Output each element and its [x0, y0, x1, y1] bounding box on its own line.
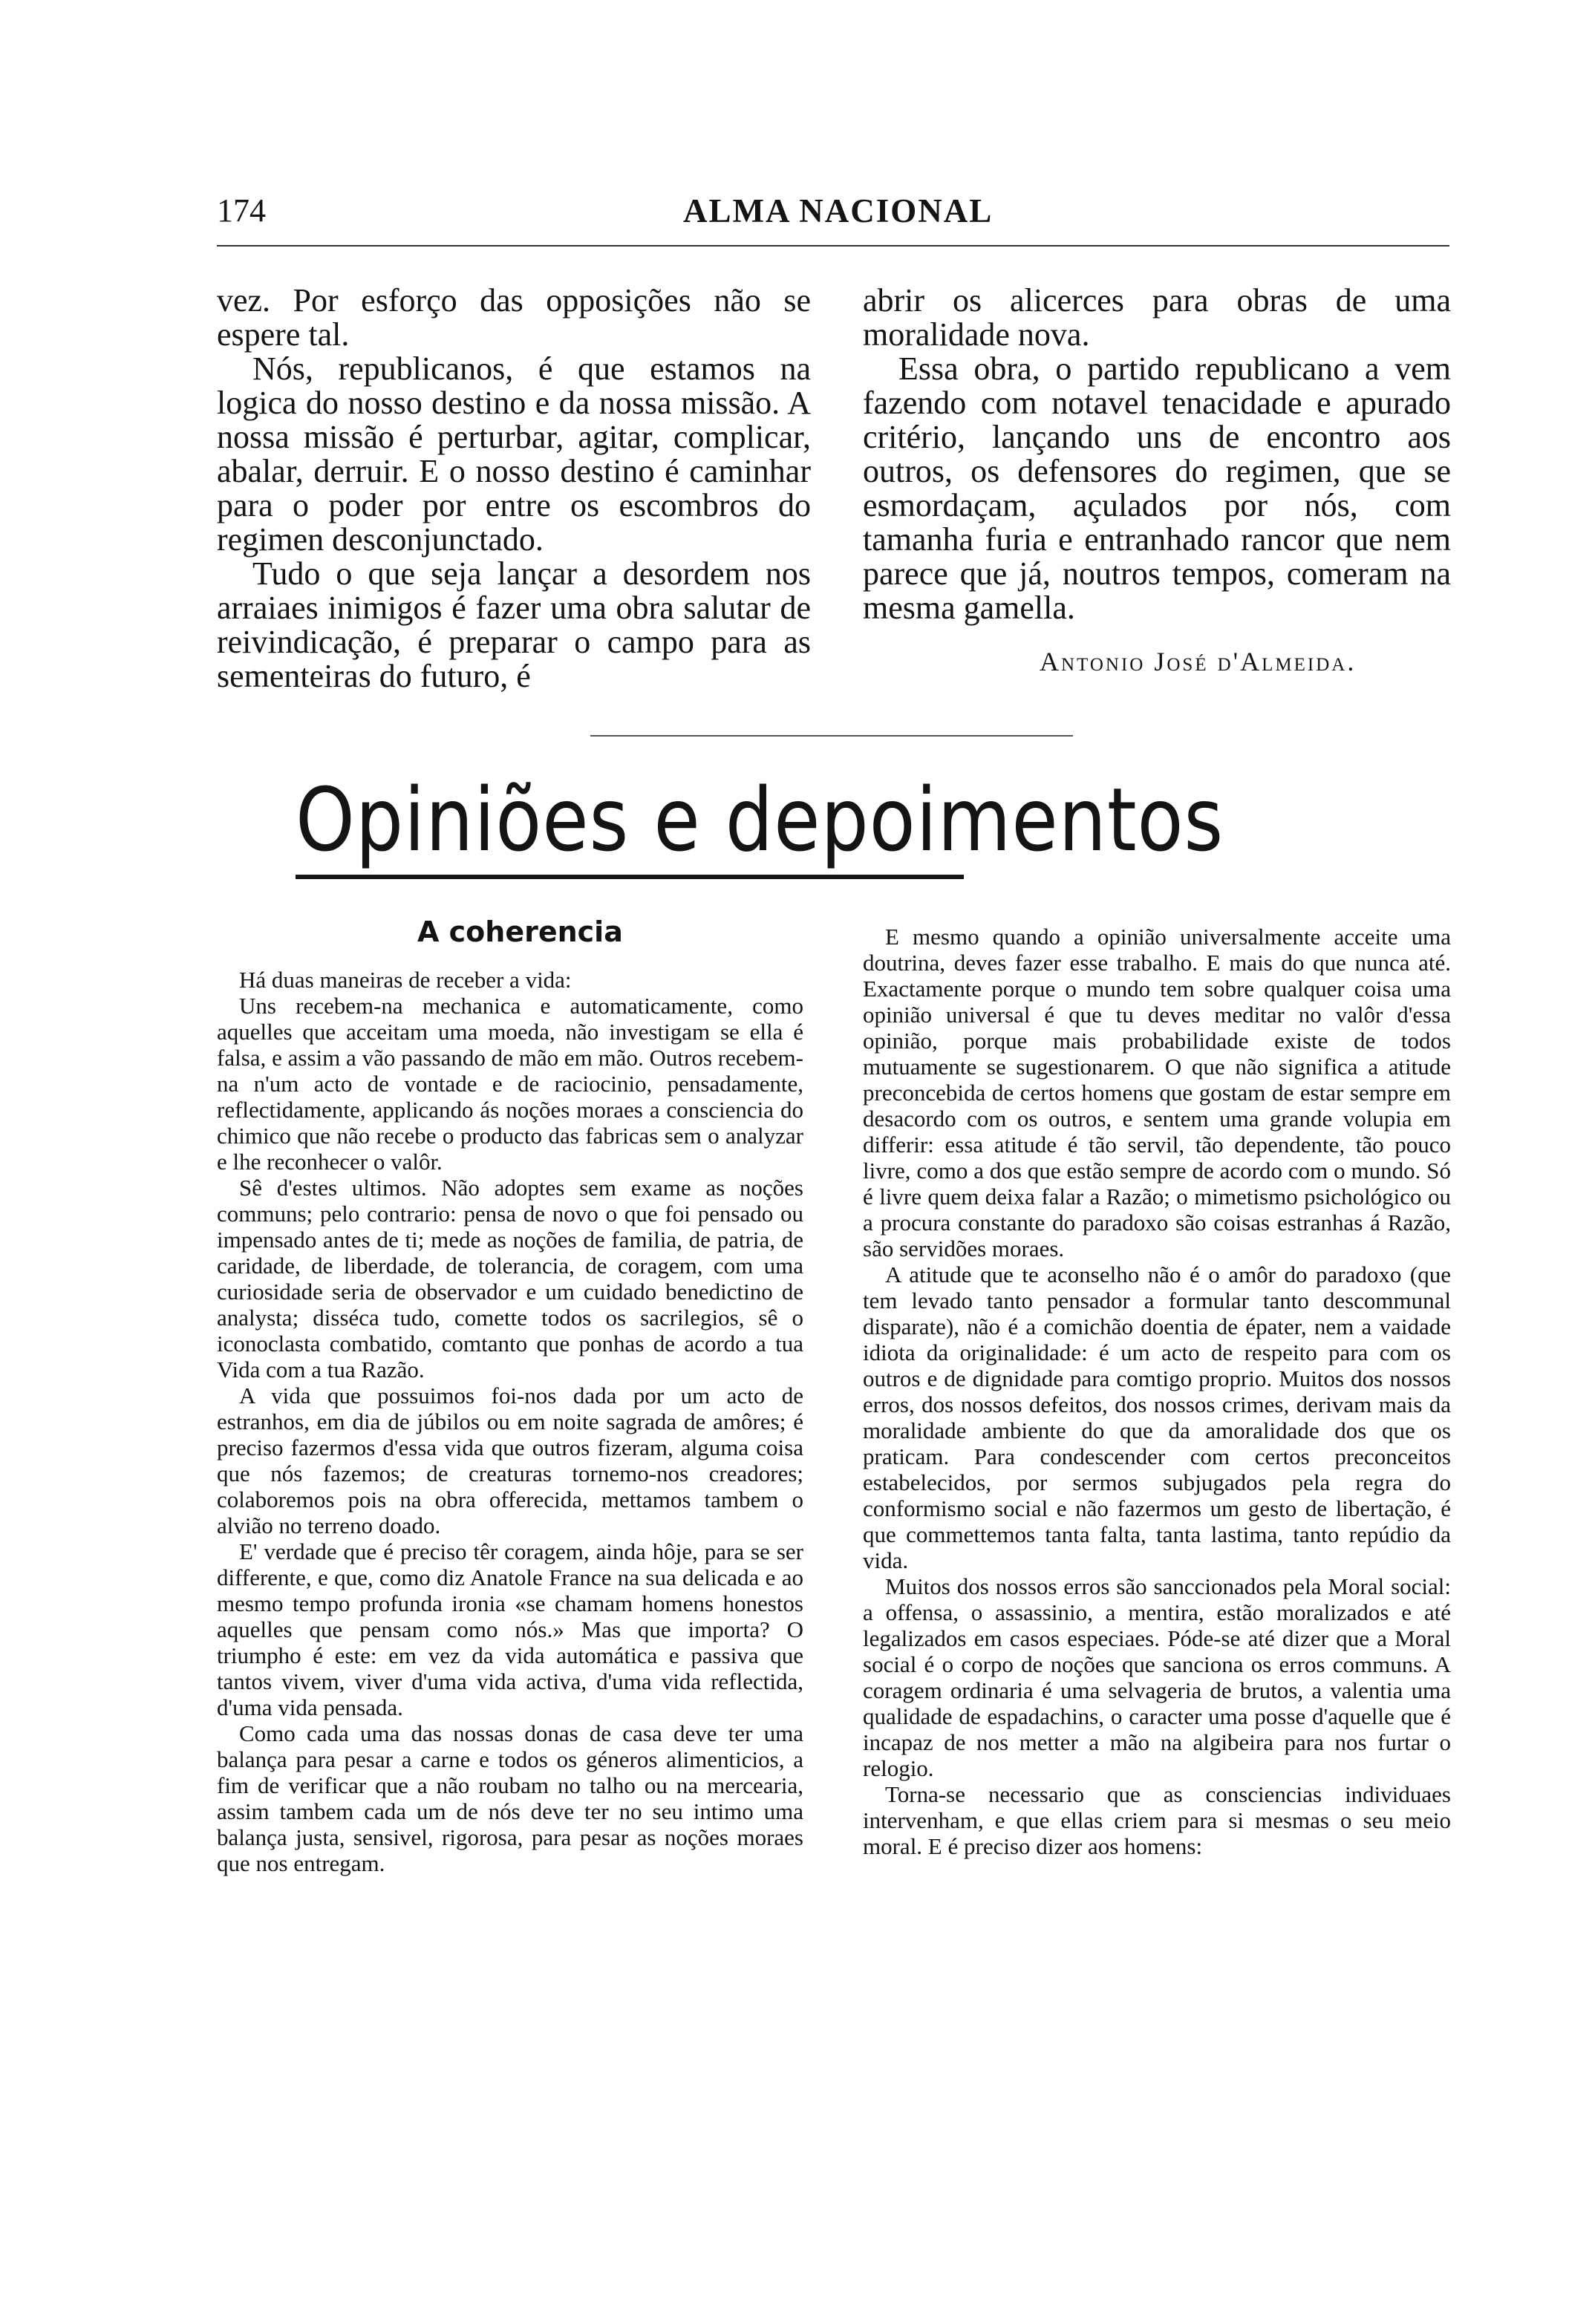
article-left-paragraph-1: Há duas maneiras de receber a vida:: [239, 967, 572, 993]
article-left-paragraph-3: Sê d'estes ultimos. Não adoptes sem exame as noções communs; pelo contrario: pensa de novo o que foi pensado ou impensado antes de ti; mede as noções de familia, de patria, de caridade, de liberdade, de tolerancia, de coragem, com uma curiosidade seria de observador e um cuidado benedictino de analysta; disséca tudo, comette todos os sacrilegios, sê o iconoclasta combatido, comtanto que ponhas de acordo a tua Vida com a tua Razão.: [217, 1175, 803, 1383]
article-left-paragraph-5: E' verdade que é preciso têr coragem, ainda hôje, para se ser differente, e que, como diz Anatole France na sua delicada e ao mesmo tempo profunda ironia «se chamam homens honestos aquelles que pensam como nós.» Mas que importa? O triumpho é este: em vez da vida automática e passiva que tantos vivem, viver d'uma vida activa, d'uma vida reflectida, d'uma vida pensada.: [217, 1538, 803, 1720]
article-left-paragraph-2: Uns recebem-na mechanica e automaticamente, como aquelles que acceitam uma moeda, não investigam se ella é falsa, e assim a vão passando de mão em mão. Outros recebem-na n'um acto de vontade e de raciocinio, pensadamente, reflectidamente, applicando ás noções moraes a consciencia do chimico que não recebe o producto das fabricas sem o analyzar e lhe reconhecer o valôr.: [217, 993, 803, 1175]
top-right-paragraph-1: abrir os alicerces para obras de uma moralidade nova.: [863, 282, 1451, 353]
section-title: Opiniões e depoimentos: [296, 768, 1224, 871]
top-left-paragraph-2: Nós, republicanos, é que estamos na logica do nosso destino e da nossa missão. A nossa missão é perturbar, agitar, complicar, abalar, derruir. E o nosso destino é caminhar para o poder por entre os escombros do regimen desconjunctado.: [217, 350, 811, 558]
top-right-paragraph-2: Essa obra, o partido republicano a vem fazendo com notavel tenacidade e apurado critério, lançando uns de encontro aos outros, os defensores do regimen, que se esmordaçam, açulados por nós, com tamanha furia e entranhado rancor que nem parece que já, noutros tempos, comeram na mesma gamella.: [863, 350, 1451, 626]
article-title: A coherencia: [417, 915, 623, 948]
top-left-paragraph-3: Tudo o que seja lançar a desordem nos arraiaes inimigos é fazer uma obra salutar de reivindicação, é preparar o campo para as sementeiras do futuro, é: [217, 555, 811, 694]
page-number: 174: [217, 192, 266, 229]
top-article-left-column: [217, 284, 811, 693]
article-left-column: [217, 967, 803, 1876]
top-article-right-column: [863, 284, 1451, 625]
article-right-paragraph-4: Torna-se necessario que as consciencias individuaes intervenham, e que ellas criem para si mesmas o seu meio moral. E é preciso dizer aos homens:: [863, 1781, 1451, 1859]
article-right-paragraph-1: E mesmo quando a opinião universalmente acceite uma doutrina, deves fazer esse trabalho. E mais do que nunca até. Exactamente porque o mundo tem sobre qualquer coisa uma opinião universal é que tu deves meditar no valôr d'essa opinião, porque mais probabilidade existe de todos mutuamente se sugestionarem. O que não significa a atitude preconcebida de certos homens que gostam de estar sempre em desacordo com os outros, e sentem uma grande volupia em differir: essa atitude é tão servil, tão dependente, tão pouco livre, como a dos que estão sempre de acordo com o mundo. Só é livre quem deixa falar a Razão; o mimetismo psichológico ou a procura constante do paradoxo são coisas estranhas á Razão, são servidões moraes.: [863, 924, 1451, 1261]
article-right-paragraph-2: A atitude que te aconselho não é o amôr do paradoxo (que tem levado tanto pensador a formular tanto descommunal disparate), não é a comichão doentia de épater, nem a vaidade idiota da originalidade: é um acto de respeito para com os outros e de dignidade para comtigo proprio. Muitos dos nossos erros, dos nossos defeitos, dos nossos crimes, derivam mais da moralidade ambiente do que da amoralidade dos que os praticam. Para condescender com certos preconceitos estabelecidos, por sermos subjugados pela regra do conformismo social e não fazermos um gesto de libertação, é que commettemos tanta falta, tanta lastima, tanto repúdio da vida.: [863, 1261, 1451, 1573]
section-title-underline: [296, 875, 964, 879]
header-rule: [217, 245, 1449, 247]
article-left-paragraph-6: Como cada uma das nossas donas de casa deve ter uma balança para pesar a carne e todos os géneros alimenticios, a fim de verificar que a não roubam no talho ou na mercearia, assim tambem cada um de nós deve ter no seu intimo uma balança justa, sensivel, rigorosa, para pesar as noções moraes que nos entregam.: [217, 1720, 803, 1876]
author-signature: Antonio José d'Almeida.: [1040, 647, 1357, 676]
article-right-paragraph-3: Muitos dos nossos erros são sanccionados pela Moral social: a offensa, o assassinio, a mentira, estão moralizados e até legalizados em casos especiaes. Póde-se até dizer que a Moral social é o corpo de noções que sanciona os erros communs. A coragem ordinaria é uma selvageria de brutos, a valentia uma qualidade de espadachins, o caracter uma posse d'aquelle que é incapaz de nos metter a mão na algibeira para nos furtar o relogio.: [863, 1573, 1451, 1781]
article-right-column: [863, 924, 1451, 1859]
section-divider: [590, 735, 1073, 737]
top-left-paragraph-1: vez. Por esforço das opposições não se espere tal.: [217, 282, 811, 353]
article-left-paragraph-4: A vida que possuimos foi-nos dada por um acto de estranhos, em dia de júbilos ou em noite sagrada de amôres; é preciso fazermos d'essa vida que outros fizeram, alguma coisa que nós fazemos; de creaturas tornemo-nos creadores; colaboremos pois na obra offerecida, mettamos tambem o alvião no terreno doado.: [217, 1383, 803, 1538]
running-title: ALMA NACIONAL: [683, 192, 994, 229]
